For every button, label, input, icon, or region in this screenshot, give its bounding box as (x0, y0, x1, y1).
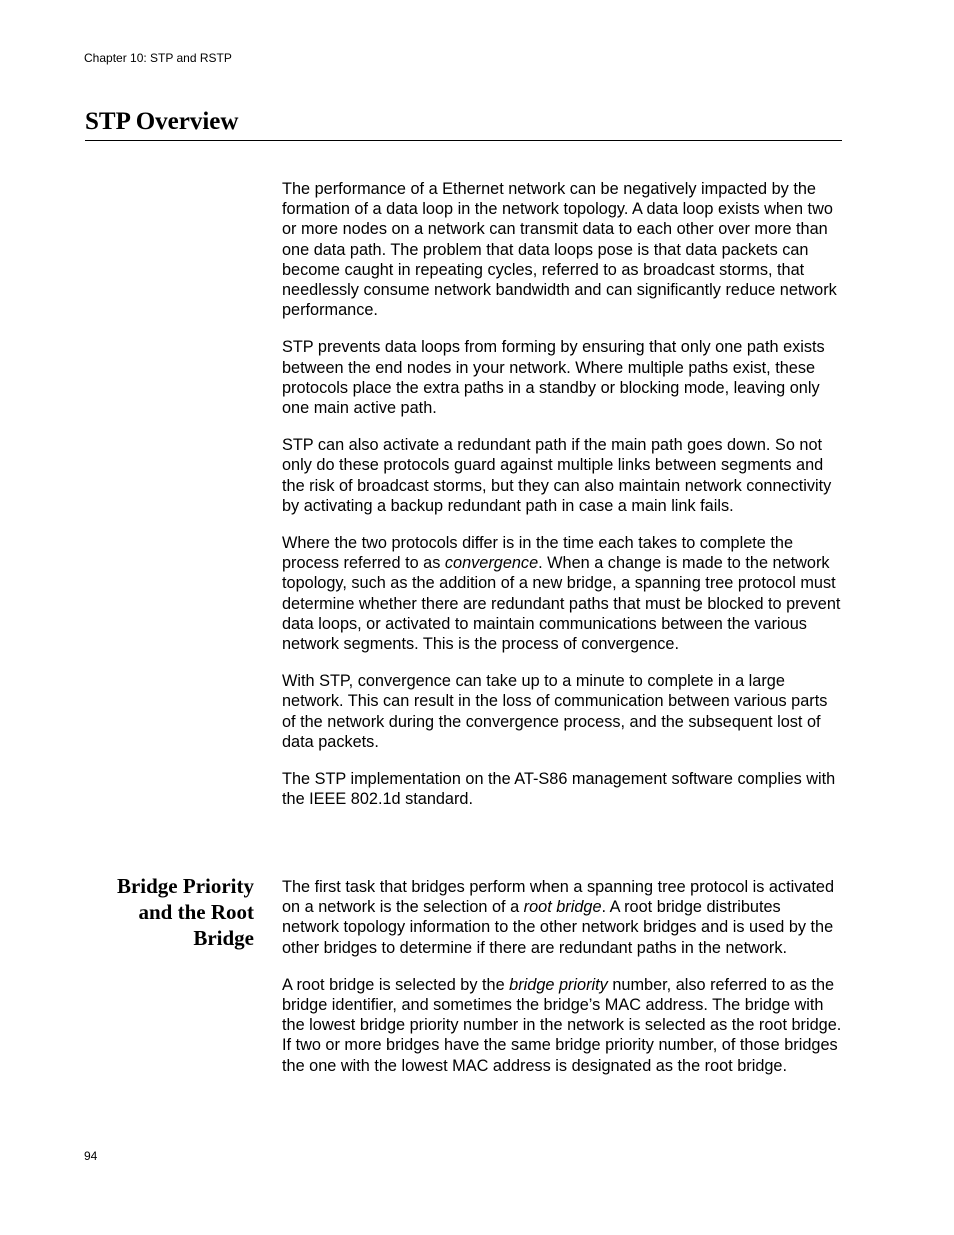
paragraph (282, 533, 842, 654)
paragraph-text: A root bridge is selected by the (282, 975, 510, 994)
paragraph-text: Where the two protocols differ is in the time each takes to complete the process referred to as (282, 534, 794, 573)
section-body (282, 179, 842, 826)
paragraph-text: . A root bridge distributes network topology information to the other network bridges and is used by the other bridges to determine if there are redundant paths in the network. (282, 898, 834, 957)
term-root-bridge: root bridge (523, 898, 602, 917)
paragraph-text: . When a change is made to the network topology, such as the addition of a new bridge, a spanning tree protocol must determine whether there are redundant paths that must be blocked to prevent data loops, or activated to maintain communications between the various network segments. This is the process of convergence. (282, 554, 841, 654)
paragraph (282, 975, 842, 1076)
paragraph-text: number, also referred to as the bridge identifier, and sometimes the bridge’s MAC address. The bridge with the lowest bridge priority number in the network is selected as the root bridge. If two or more bridges have the same bridge priority number, of those bridges the one with the lowest MAC address is designated as the root bridge. (282, 975, 842, 1075)
paragraph-text: The first task that bridges perform when a spanning tree protocol is activated on a network is the selection of a (282, 878, 835, 917)
paragraph: The STP implementation on the AT-S86 management software complies with the IEEE 802.1d standard. (282, 770, 836, 809)
term-convergence: convergence (444, 554, 539, 573)
paragraph: The performance of a Ethernet network can be negatively impacted by the formation of a data loop in the network topology. A data loop exists when two or more nodes on a network can transmit data to each other over more than one data path. The problem that data loops pose is that data packets can become caught in repeating cycles, referred to as broadcast storms, that needlessly consume network bandwidth and can significantly reduce network performance. (282, 180, 837, 320)
title-rule (85, 140, 842, 141)
term-bridge-priority: bridge priority (509, 975, 608, 994)
subsection-body (282, 877, 842, 1093)
page-number: 94 (84, 1149, 98, 1163)
subsection-heading: Bridge Priority and the Root Bridge (116, 874, 254, 950)
paragraph (282, 877, 842, 958)
running-header: Chapter 10: STP and RSTP (84, 51, 232, 65)
paragraph: STP can also activate a redundant path if the main path goes down. So not only do these protocols guard against multiple links between segments and the risk of broadcast storms, but they can also maintain network connectivity by activating a backup redundant path in case a main link fails. (282, 436, 832, 515)
paragraph: STP prevents data loops from forming by ensuring that only one path exists between the end nodes in your network. Where multiple paths exist, these protocols place the extra paths in a standby or blocking mode, leaving only one main active path. (282, 338, 825, 418)
section-title: STP Overview (85, 108, 239, 135)
paragraph: With STP, convergence can take up to a minute to complete in a large network. This can result in the loss of communication between various parts of the network during the convergence process, and the subsequent lost of data packets. (282, 672, 828, 751)
